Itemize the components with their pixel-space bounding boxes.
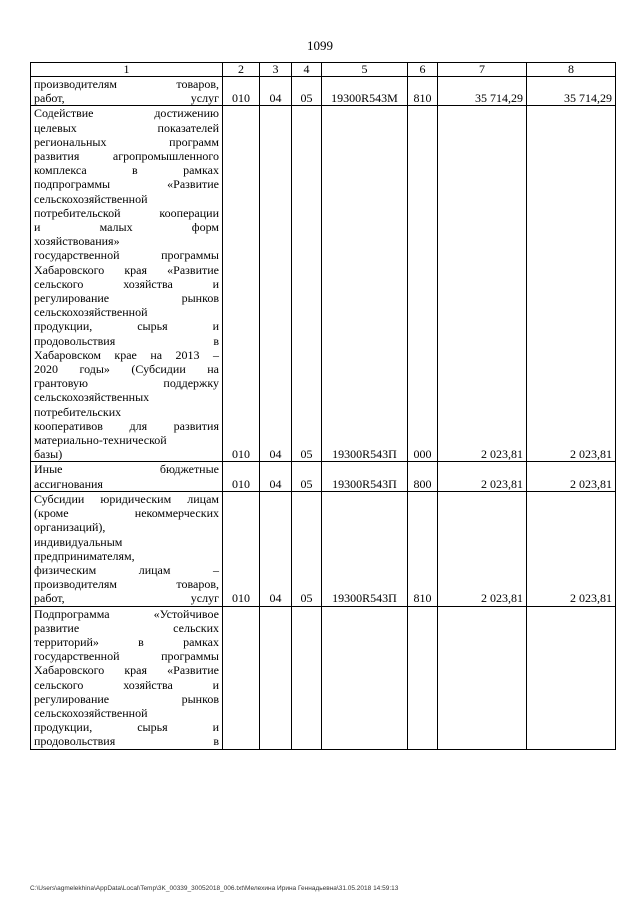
amount-cell: 2 023,81: [438, 491, 527, 606]
column-header: 6: [408, 63, 438, 77]
table-row: [31, 77, 616, 106]
subsection-cell: [292, 606, 322, 749]
subsection-cell: 05: [292, 77, 322, 106]
target-article-cell: 19300R543П: [322, 462, 408, 491]
section-cell: 04: [260, 462, 292, 491]
amount-cell: 35 714,29: [438, 77, 527, 106]
row-name-cell: [31, 106, 223, 462]
admin-code-cell: 010: [223, 491, 260, 606]
target-article-cell: 19300R543M: [322, 77, 408, 106]
section-cell: [260, 606, 292, 749]
row-name: Субсидии юридическим лицам (кроме некоммерческих организаций), индивидуальным предпринимателям, физическим лицам – производителям товаров, работ, услуг: [34, 491, 219, 606]
admin-code-cell: 010: [223, 77, 260, 106]
subsection-cell: 05: [292, 106, 322, 462]
column-header: 5: [322, 63, 408, 77]
column-header: 8: [527, 63, 616, 77]
row-name-cell: [31, 462, 223, 491]
row-name-cell: [31, 606, 223, 749]
amount-cell: 2 023,81: [438, 106, 527, 462]
amount-cell: 35 714,29: [527, 77, 616, 106]
expense-type-cell: 000: [408, 106, 438, 462]
amount-cell: 2 023,81: [527, 491, 616, 606]
section-cell: 04: [260, 491, 292, 606]
expense-type-cell: [408, 606, 438, 749]
expense-type-cell: 810: [408, 491, 438, 606]
row-name-cell: [31, 491, 223, 606]
row-name: Подпрограмма «Устойчивое развитие сельских территорий» в рамках государственной программы Хабаровского края «Развитие сельского хозяйства и регулирование рынков сельскохозяйственной продукции, сырья и продовольствия в: [34, 606, 219, 749]
admin-code-cell: 010: [223, 462, 260, 491]
column-header: 3: [260, 63, 292, 77]
target-article-cell: 19300R543П: [322, 491, 408, 606]
column-header: 4: [292, 63, 322, 77]
file-path-footer: C:\Users\agmelekhina\AppData\Local\Temp\3K_00339_30052018_006.txt\Мелехина Ирина Геннадьевна\31.05.2018 14:59:13: [30, 885, 399, 892]
expense-type-cell: 800: [408, 462, 438, 491]
row-name: Содействие достижению целевых показателей региональных программ развития агропромышленного комплекса в рамках подпрограммы «Развитие сельскохозяйственной потребительской кооперации и малых форм хозяйствования» государственной программы Хабаровского края «Развитие сельского хозяйства и регулирование рынков сельскохозяйственной продукции, сырья и продовольствия в Хабаровском крае на 2013 – 2020 годы» (Субсидии на грантовую поддержку сельскохозяйственных потребительских кооперативов для развития материально-технической базы): [34, 106, 219, 462]
column-header: 7: [438, 63, 527, 77]
section-cell: 04: [260, 106, 292, 462]
expense-type-cell: 810: [408, 77, 438, 106]
column-header: 1: [31, 63, 223, 77]
subsection-cell: 05: [292, 491, 322, 606]
table-row: [31, 106, 616, 462]
budget-table: [30, 62, 616, 750]
amount-cell: [527, 606, 616, 749]
amount-cell: 2 023,81: [438, 462, 527, 491]
admin-code-cell: 010: [223, 106, 260, 462]
table-row: [31, 606, 616, 749]
target-article-cell: 19300R543П: [322, 106, 408, 462]
table-row: [31, 491, 616, 606]
page-number: 1099: [307, 38, 333, 53]
subsection-cell: 05: [292, 462, 322, 491]
row-name: производителям товаров, работ, услуг: [34, 77, 219, 106]
row-name-cell: [31, 77, 223, 106]
header-row: [31, 63, 616, 77]
amount-cell: 2 023,81: [527, 462, 616, 491]
column-header: 2: [223, 63, 260, 77]
table-row: [31, 462, 616, 491]
row-name: Иные бюджетные ассигнования: [34, 462, 219, 491]
admin-code-cell: [223, 606, 260, 749]
amount-cell: 2 023,81: [527, 106, 616, 462]
section-cell: 04: [260, 77, 292, 106]
target-article-cell: [322, 606, 408, 749]
amount-cell: [438, 606, 527, 749]
